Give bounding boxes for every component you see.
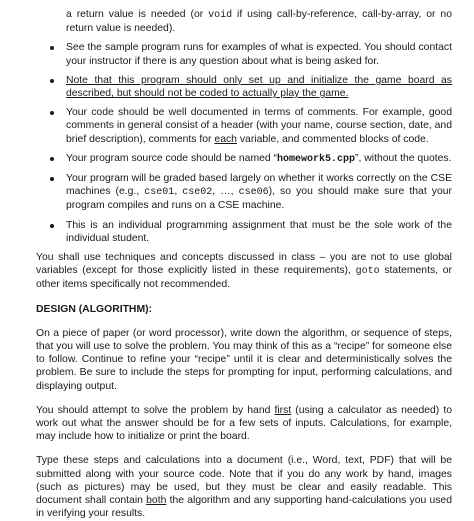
inline-code: cse02 (182, 187, 213, 199)
design-paragraph: Type these steps and calculations into a document (i.e., Word, text, PDF) that will be submitted along with your source code. Note that if you do any work by hand, images (such as pictures) may be used, but they must be clear and easily readable. This document shall contain both the algorithm and any supporting hand-calculations you used in verifying your results. (36, 455, 452, 520)
design-paragraph: On a piece of paper (or word processor), write down the algorithm, or sequence of steps, that you will use to solve the problem. You may think of this as a “recipe” for someone else to follow. Continue to refine your “recipe” until it is clear and deterministically solves the problem. Be sure to include the steps for prompting for input, performing calculations, and displaying output. (36, 327, 452, 392)
techniques-paragraph: You shall use techniques and concepts discussed in class – you are not to use global variables (except for those explicitly listed in these requirements), goto statements, or other items specifically not recommended. (36, 252, 452, 291)
section-heading: DESIGN (ALGORITHM): (36, 303, 153, 315)
list-item: See the sample program runs for examples of what is expected. You should contact your instructor if there is any question about what is being asked for. (36, 41, 452, 67)
bullet-icon (50, 46, 54, 50)
requirements-list (36, 8, 452, 245)
list-item: This is an individual programming assignment that must be the sole work of the individual student. (36, 219, 452, 245)
bullet-icon (50, 79, 54, 83)
bullet-icon (50, 177, 54, 181)
list-item: Your program will be graded based largely on whether it works correctly on the CSE machines (e.g., cse01, cse02, …, cse06), so you should make sure that your program compiles and runs on a CSE machine. (36, 172, 452, 213)
list-item: Your code should be well documented in terms of comments. For example, good comments in general consist of a header (with your name, course section, date, and brief description), comments for each variable, and commented blocks of code. (36, 106, 452, 146)
bullet-icon (50, 157, 54, 161)
inline-code: void (208, 10, 233, 21)
inline-code: cse06 (238, 187, 269, 199)
list-item (36, 74, 452, 100)
bullet-icon (50, 111, 54, 115)
design-paragraph: You should attempt to solve the problem by hand first (using a calculator as needed) to work out what the answer should be for a few sets of inputs. Calculations, for example, may include how to initialize or print the board. (36, 404, 452, 443)
bullet-icon (50, 224, 54, 228)
inline-code: goto (355, 266, 380, 278)
list-item: a return value is needed (or void if using call-by-reference, call-by-array, or no return value is needed). (66, 9, 452, 35)
list-item: Your program source code should be named “homework5.cpp”, without the quotes. (36, 152, 452, 166)
inline-code: homework5.cpp (277, 153, 356, 165)
setup-note: Note that this program should only set up and initialize the game board as described, but should not be coded to actually play the game. (66, 74, 452, 100)
inline-code: cse01 (144, 187, 175, 199)
